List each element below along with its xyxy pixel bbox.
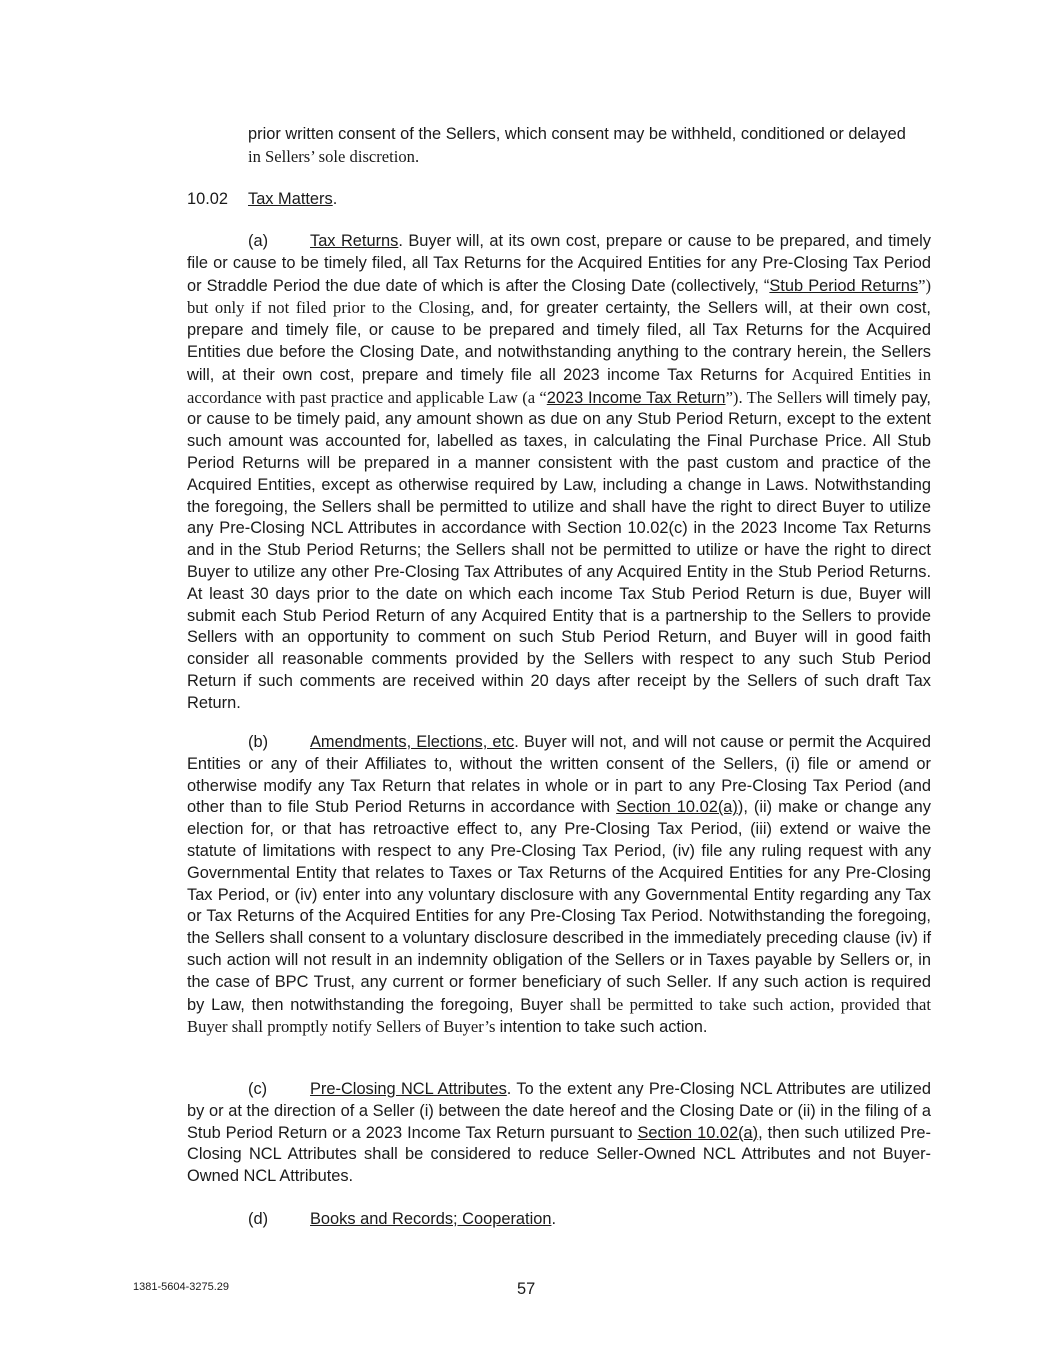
paragraph-c-text-1: . To the extent any Pre-Closing NCL Attributes are utilized by or at the direction of a Seller (i) between the date hereof and the Closing Date or (ii) in the filing of a Stub Period Return or a 2023 Income Tax Return pursuant to bbox=[187, 1080, 932, 1142]
continuation-paragraph bbox=[248, 124, 931, 169]
paragraph-d-title: Books and Records; Cooperation bbox=[310, 1210, 552, 1228]
defined-term-stub-period-returns: Stub Period Returns bbox=[769, 276, 919, 295]
paragraph-a-text-6: will timely pay, or cause to be timely paid, any amount shown as due on any Stub Period Return, except to the extent such amount was accounted for, labelled as taxes, in calculating the Final Purchase Price. All Stub Period Returns will be prepared in a manner consistent with the past custom and practice of the Acquired Entities, except as otherwise required by Law, including a change in Laws. Notwithstanding the foregoing, the Sellers shall be permitted to utilize and shall have the right to direct Buyer to utilize any Pre-Closing NCL Attributes in accordance with Section 10.02(c) in the 2023 Income Tax Returns and in the Stub Period Returns; the Sellers shall not be permitted to utilize or have the right to direct Buyer to utilize any other Pre-Closing Tax Attributes of any Acquired Entity in the Stub Period Returns. At least 30 days prior to the date on which each income Tax Stub Period Return is due, Buyer will submit each Stub Period Return of any Acquired Entity that is a partnership to the Sellers to provide Sellers with an opportunity to comment on such Stub Period Return, and Buyer will in good faith consider all reasonable comments provided by the Sellers with respect to any such Stub Period Return if such comments are received within 20 days after receipt by the Sellers of such draft Tax Return. bbox=[187, 388, 931, 712]
paragraph-a-text-4: Acquired Entities in accordance with past practice and applicable Law (a “ bbox=[187, 364, 931, 407]
section-reference: Section 10.02(a) bbox=[637, 1123, 759, 1142]
paragraph-c bbox=[187, 1079, 931, 1188]
paragraph-b-text-2: ), (ii) make or change any election for, or that has retroactive effect to, any Pre-Closing Tax Period, (iii) extend or waive the statute of limitations with respect to any Pre-Closing Tax Period, (iv) file any ruling request with any Governmental Entity that relates to Taxes or Tax Returns of the Acquired Entities for any Pre-Closing Tax Period, or (iv) enter into any voluntary disclosure with any Governmental Entity regarding any Tax or Tax Returns of the Acquired Entities for any Pre-Closing Tax Period. Notwithstanding the foregoing, the Sellers shall consent to a voluntary disclosure described in the immediately preceding clause (iv) if such action will not result in an indemnity obligation of the Sellers or in Taxes payable by Sellers or, in the case of BPC Trust, any current or former beneficiary of such Seller. If any such action is required by Law, then notwithstanding the foregoing, Buyer bbox=[187, 798, 931, 1014]
continuation-text-1: prior written consent of the Sellers, which consent may be withheld, conditioned or delayed bbox=[248, 125, 906, 143]
paragraph-a bbox=[187, 231, 931, 715]
paragraph-d-label: (d) bbox=[248, 1210, 269, 1228]
paragraph-c-label: (c) bbox=[248, 1080, 268, 1098]
paragraph-d bbox=[187, 1209, 931, 1231]
section-title: Tax Matters bbox=[248, 190, 333, 208]
section-number: 10.02 bbox=[187, 190, 229, 208]
paragraph-b-text-4: intention to take such action. bbox=[499, 1018, 708, 1037]
paragraph-b-title: Amendments, Elections, etc bbox=[310, 733, 515, 751]
paragraph-a-text-3: and, for greater certainty, the Sellers will, at their own cost, prepare and timely file, or cause to be prepared and timely filed, all Tax Returns for the Acquired Entities due before the Closing Date, and notwithstanding anything to the contrary herein, the Sellers will, at their own cost, prepare and timely file all 2023 income Tax Returns for bbox=[187, 299, 931, 384]
section-heading bbox=[187, 189, 337, 211]
section-reference: Section 10.02(a) bbox=[616, 798, 738, 817]
paragraph-a-title: Tax Returns bbox=[310, 232, 399, 250]
paragraph-b-text-1: . Buyer will not, and will not cause or permit the Acquired Entities or any of their Affiliates to, without the written consent of the Sellers, (i) file or amend or otherwise modify any Tax Return that relates in whole or in part to any Pre-Closing Tax Period (and other than to file Stub Period Returns in accordance with bbox=[187, 733, 931, 817]
paragraph-a-text-1: . Buyer will, at its own cost, prepare or cause to be prepared, and timely file or cause to be timely filed, all Tax Returns for the Acquired Entities for any Pre-Closing Tax Period or Straddle Period the due date of which is after the Closing Date (collectively, “ bbox=[187, 232, 932, 295]
paragraph-b-label: (b) bbox=[248, 733, 269, 751]
paragraph-a-text-5: ”). The Sellers bbox=[725, 387, 827, 407]
paragraph-b bbox=[187, 732, 931, 1039]
paragraph-c-text-2: , then such utilized Pre-Closing NCL Attributes shall be considered to reduce Seller-Owned NCL Attributes and not Buyer-Owned NCL Attributes. bbox=[187, 1123, 931, 1186]
paragraph-a-label: (a) bbox=[248, 232, 269, 250]
section-title-period: . bbox=[332, 190, 338, 208]
paragraph-c-title: Pre-Closing NCL Attributes bbox=[310, 1080, 507, 1098]
continuation-text-2: in Sellers’ sole discretion. bbox=[248, 146, 420, 166]
document-id: 1381-5604-3275.29 bbox=[133, 1281, 230, 1293]
paragraph-a-text-2: ”) but only if not filed prior to the Closing, bbox=[187, 275, 931, 318]
page-number: 57 bbox=[517, 1280, 536, 1298]
paragraph-b-text-3: shall be permitted to take such action, provided that Buyer shall promptly notify Sellers of Buyer’s bbox=[187, 994, 931, 1037]
defined-term-2023-income-tax-return: 2023 Income Tax Return bbox=[546, 388, 726, 407]
paragraph-d-period: . bbox=[551, 1210, 557, 1228]
